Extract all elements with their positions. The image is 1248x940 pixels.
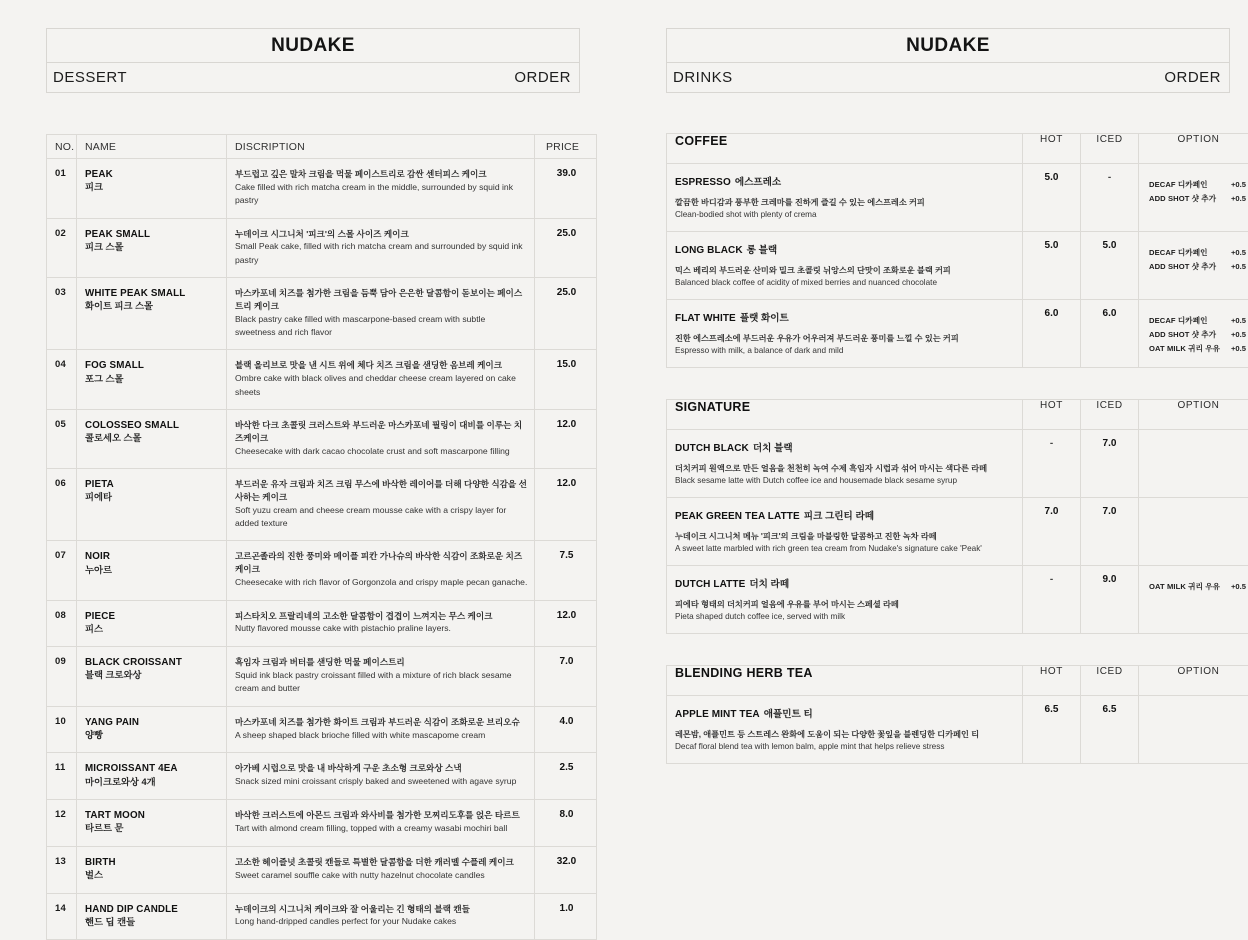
item-description-ko: 고소한 헤이즐넛 초콜릿 캔들로 특별한 달콤함을 더한 캐러멜 수플레 케이크 [235, 856, 528, 869]
drink-name-en: APPLE MINT TEA [675, 709, 760, 720]
row-number: 13 [47, 846, 77, 893]
item-price: 15.0 [535, 350, 597, 410]
item-description-ko: 부드러운 유자 크림과 치즈 크림 무스에 바삭한 레이어를 더해 다양한 식감을 선사하는 케이크 [235, 478, 528, 504]
option-label: DECAF 디카페인 [1149, 179, 1208, 190]
item-name-ko: 피에타 [85, 491, 220, 504]
price-iced: 7.0 [1081, 498, 1139, 566]
col-option: OPTION [1139, 134, 1248, 164]
price-iced: 9.0 [1081, 566, 1139, 634]
item-name-cell [77, 159, 227, 219]
item-description-cell [227, 469, 535, 541]
drink-description-ko: 레몬밤, 애플민트 등 스트레스 완화에 도움이 되는 다양한 꽃잎을 블렌딩한 디카페인 티 [675, 729, 1014, 741]
option-label: ADD SHOT 샷 추가 [1149, 329, 1216, 340]
item-name-en: PIECE [85, 610, 220, 623]
option-row[interactable] [1147, 315, 1248, 326]
price-hot: - [1023, 430, 1081, 498]
item-name-en: FOG SMALL [85, 359, 220, 372]
row-number: 01 [47, 159, 77, 219]
item-name-en: TART MOON [85, 809, 220, 822]
item-name-ko: 피크 스몰 [85, 241, 220, 254]
option-row[interactable] [1147, 193, 1248, 204]
table-row[interactable] [667, 430, 1248, 498]
option-cell [1139, 232, 1248, 300]
drink-table-header [667, 134, 1248, 164]
price-hot: 5.0 [1023, 164, 1081, 232]
option-row[interactable] [1147, 343, 1248, 354]
price-iced: 5.0 [1081, 232, 1139, 300]
table-row[interactable] [47, 647, 597, 707]
drink-name-cell [667, 232, 1023, 300]
table-row[interactable] [47, 469, 597, 541]
row-number: 05 [47, 409, 77, 468]
drink-description-ko: 깔끔한 바디감과 풍부한 크레마를 진하게 즐길 수 있는 에스프레소 커피 [675, 197, 1014, 209]
item-description-cell [227, 350, 535, 410]
item-name-ko: 핸드 딥 캔들 [85, 916, 220, 929]
option-row[interactable] [1147, 179, 1248, 190]
item-price: 32.0 [535, 846, 597, 893]
table-row[interactable] [47, 893, 597, 940]
item-description-en: Cheesecake with dark cacao chocolate crust and soft mascarpone filling [235, 445, 528, 458]
option-row[interactable] [1147, 247, 1248, 258]
item-name-en: PEAK [85, 168, 220, 181]
drink-table [666, 665, 1248, 764]
menu-kind-label: DRINKS [673, 69, 733, 86]
row-number: 09 [47, 647, 77, 707]
item-name-cell [77, 350, 227, 410]
drink-title-line [675, 506, 1014, 524]
item-description-ko: 피스타치오 프랄리네의 고소한 달콤함이 겹겹이 느껴지는 무스 케이크 [235, 610, 528, 623]
item-name-ko: 타르트 문 [85, 822, 220, 835]
section-title: BLENDING HERB TEA [667, 666, 1023, 696]
table-row[interactable] [47, 278, 597, 350]
brand-title: NUDAKE [906, 35, 990, 57]
item-description-cell [227, 278, 535, 350]
item-name-ko: 콜로세오 스몰 [85, 432, 220, 445]
option-price: +0.5 [1231, 344, 1246, 353]
price-hot: 6.5 [1023, 696, 1081, 764]
price-iced: 7.0 [1081, 430, 1139, 498]
item-name-cell [77, 647, 227, 707]
item-name-en: BLACK CROISSANT [85, 656, 220, 669]
col-desc: DISCRIPTION [227, 135, 535, 159]
item-price: 12.0 [535, 600, 597, 647]
drink-name-ko: 플랫 화이트 [740, 313, 789, 324]
option-row[interactable] [1147, 581, 1248, 592]
option-list [1147, 574, 1248, 592]
drink-description-ko: 누데이크 시그니처 메뉴 '피크'의 크림을 마블링한 달콤하고 진한 녹차 라떼 [675, 531, 1014, 543]
item-name-cell [77, 278, 227, 350]
item-description-ko: 마스카포네 치즈를 첨가한 크림을 듬뿍 담아 은은한 달콤함이 돋보이는 페이스트리 케이크 [235, 287, 528, 313]
option-price: +0.5 [1231, 248, 1246, 257]
item-description-en: Nutty flavored mousse cake with pistachio praline layers. [235, 622, 528, 635]
drink-description-en: Pieta shaped dutch coffee ice, served with milk [675, 611, 1014, 624]
drink-name-cell [667, 164, 1023, 232]
drink-description-ko: 더치커피 원액으로 만든 얼음을 천천히 녹여 수제 흑임자 시럽과 섞어 마시는 색다른 라떼 [675, 463, 1014, 475]
drink-description-en: Espresso with milk, a balance of dark and mild [675, 345, 1014, 358]
option-list [1147, 240, 1248, 272]
drink-name-ko: 더치 라떼 [749, 579, 789, 590]
section-title: SIGNATURE [667, 400, 1023, 430]
order-label[interactable]: ORDER [514, 69, 571, 86]
drink-name-en: LONG BLACK [675, 245, 743, 256]
table-row[interactable] [47, 600, 597, 647]
price-iced: - [1081, 164, 1139, 232]
option-row[interactable] [1147, 329, 1248, 340]
drink-section [666, 399, 1230, 634]
drink-name-ko: 에스프레소 [735, 177, 781, 188]
item-name-en: PEAK SMALL [85, 228, 220, 241]
item-description-en: Tart with almond cream filling, topped with a creamy wasabi mochiri ball [235, 822, 528, 835]
price-iced: 6.5 [1081, 696, 1139, 764]
item-name-en: HAND DIP CANDLE [85, 903, 220, 916]
item-name-cell [77, 541, 227, 600]
item-name-cell [77, 800, 227, 847]
item-description-cell [227, 600, 535, 647]
drink-name-en: FLAT WHITE [675, 313, 736, 324]
option-cell [1139, 300, 1248, 368]
dessert-menu-row [46, 62, 580, 92]
drink-name-en: PEAK GREEN TEA LATTE [675, 511, 800, 522]
item-description-ko: 마스카포네 치즈를 첨가한 화이트 크림과 부드러운 식감이 조화로운 브리오슈 [235, 716, 528, 729]
item-price: 8.0 [535, 800, 597, 847]
option-price: +0.5 [1231, 180, 1246, 189]
table-row[interactable] [667, 498, 1248, 566]
drink-description-ko: 피에타 형태의 더치커피 얼음에 우유를 부어 마시는 스페셜 라떼 [675, 599, 1014, 611]
price-hot: 7.0 [1023, 498, 1081, 566]
item-description-ko: 바삭한 다크 초콜릿 크러스트와 부드러운 마스카포네 필링이 대비를 이루는 치즈케이크 [235, 419, 528, 445]
item-price: 39.0 [535, 159, 597, 219]
item-name-ko: 포그 스몰 [85, 373, 220, 386]
item-description-en: Small Peak cake, filled with rich matcha cream and surrounded by squid ink pastry [235, 240, 528, 267]
item-description-ko: 고르곤졸라의 진한 풍미와 메이플 피칸 가나슈의 바삭한 식감이 조화로운 치즈 케이크 [235, 550, 528, 576]
drink-title-line [675, 308, 1014, 326]
item-price: 2.5 [535, 753, 597, 800]
row-number: 14 [47, 893, 77, 940]
item-description-cell [227, 753, 535, 800]
option-label: ADD SHOT 샷 추가 [1149, 193, 1216, 204]
brand-row [46, 29, 580, 62]
item-name-en: WHITE PEAK SMALL [85, 287, 220, 300]
item-name-en: NOIR [85, 550, 220, 563]
item-description-ko: 부드럽고 깊은 말차 크림을 먹물 페이스트리로 감싼 센터피스 케이크 [235, 168, 528, 181]
drink-name-ko: 피크 그린티 라떼 [804, 511, 874, 522]
table-row[interactable] [47, 218, 597, 278]
item-description-ko: 블랙 올리브로 맛을 낸 시트 위에 체다 치즈 크림을 샌딩한 옴브레 케이크 [235, 359, 528, 372]
item-price: 1.0 [535, 893, 597, 940]
item-description-ko: 흑임자 크림과 버터를 샌딩한 먹물 페이스트리 [235, 656, 528, 669]
table-row[interactable] [47, 706, 597, 753]
item-description-ko: 누데이크의 시그니처 케이크와 잘 어울리는 긴 형태의 블랙 캔들 [235, 903, 528, 916]
drink-title-line [675, 438, 1014, 456]
section-title: COFFEE [667, 134, 1023, 164]
option-cell [1139, 498, 1248, 566]
item-name-ko: 블랙 크로와상 [85, 669, 220, 682]
drink-title-line [675, 574, 1014, 592]
drink-section [666, 133, 1230, 368]
item-name-ko: 피크 [85, 181, 220, 194]
item-description-cell [227, 846, 535, 893]
col-no: NO. [47, 135, 77, 159]
col-price: PRICE [535, 135, 597, 159]
option-cell [1139, 430, 1248, 498]
item-name-cell [77, 409, 227, 468]
dessert-panel [0, 0, 620, 800]
item-name-cell [77, 218, 227, 278]
brand-row [666, 29, 1230, 62]
dessert-table [46, 134, 597, 940]
option-label: DECAF 디카페인 [1149, 315, 1208, 326]
option-list [1147, 438, 1248, 445]
item-name-en: MICROISSANT 4EA [85, 762, 220, 775]
order-label[interactable]: ORDER [1164, 69, 1221, 86]
item-description-cell [227, 893, 535, 940]
option-price: +0.5 [1231, 194, 1246, 203]
drink-name-cell [667, 498, 1023, 566]
item-price: 12.0 [535, 409, 597, 468]
table-row[interactable] [667, 696, 1248, 764]
drink-name-cell [667, 696, 1023, 764]
table-row[interactable] [667, 300, 1248, 368]
drink-name-cell [667, 566, 1023, 634]
drink-title-line [675, 240, 1014, 258]
item-price: 7.0 [535, 647, 597, 707]
item-name-en: PIETA [85, 478, 220, 491]
drink-name-ko: 더치 블랙 [753, 443, 793, 454]
option-price: +0.5 [1231, 582, 1246, 591]
drinks-sections [666, 133, 1230, 764]
item-description-ko: 누데이크 시그니처 '피크'의 스몰 사이즈 케이크 [235, 228, 528, 241]
item-name-ko: 피스 [85, 623, 220, 636]
drink-description-en: Balanced black coffee of acidity of mixed berries and nuanced chocolate [675, 277, 1014, 290]
item-description-cell [227, 800, 535, 847]
row-number: 02 [47, 218, 77, 278]
item-price: 7.5 [535, 541, 597, 600]
item-description-cell [227, 409, 535, 468]
menu-kind-label: DESSERT [53, 69, 127, 86]
drinks-menu-row [666, 62, 1230, 92]
option-cell [1139, 566, 1248, 634]
option-label: OAT MILK 귀리 우유 [1149, 581, 1220, 592]
option-list [1147, 308, 1248, 354]
drink-description-ko: 진한 에스프레소에 부드러운 우유가 어우러져 부드러운 풍미를 느낄 수 있는 커피 [675, 333, 1014, 345]
option-list [1147, 704, 1248, 711]
item-price: 25.0 [535, 278, 597, 350]
col-iced: ICED [1081, 134, 1139, 164]
option-row[interactable] [1147, 261, 1248, 272]
drink-description-en: Clean-bodied shot with plenty of crema [675, 209, 1014, 222]
item-name-en: COLOSSEO SMALL [85, 419, 220, 432]
option-cell [1139, 696, 1248, 764]
drink-name-en: DUTCH LATTE [675, 579, 745, 590]
option-label: ADD SHOT 샷 추가 [1149, 261, 1216, 272]
row-number: 04 [47, 350, 77, 410]
option-list [1147, 172, 1248, 204]
col-hot: HOT [1023, 666, 1081, 696]
item-name-en: YANG PAIN [85, 716, 220, 729]
col-iced: ICED [1081, 666, 1139, 696]
item-description-cell [227, 218, 535, 278]
option-price: +0.5 [1231, 262, 1246, 271]
table-row[interactable] [667, 164, 1248, 232]
option-list [1147, 506, 1248, 513]
table-row[interactable] [47, 846, 597, 893]
drink-table-header [667, 666, 1248, 696]
price-hot: 5.0 [1023, 232, 1081, 300]
drink-name-en: DUTCH BLACK [675, 443, 749, 454]
row-number: 10 [47, 706, 77, 753]
option-label: OAT MILK 귀리 우유 [1149, 343, 1220, 354]
item-description-en: Ombre cake with black olives and cheddar cheese cream layered on cake sheets [235, 372, 528, 399]
item-description-ko: 바삭한 크러스트에 아몬드 크림과 와사비를 첨가한 모찌리도후를 얹은 타르트 [235, 809, 528, 822]
dessert-table-wrap [46, 134, 580, 940]
price-hot: - [1023, 566, 1081, 634]
item-description-en: Sweet caramel souffle cake with nutty hazelnut chocolate candles [235, 869, 528, 882]
table-row[interactable] [47, 409, 597, 468]
row-number: 06 [47, 469, 77, 541]
dessert-table-header [47, 135, 597, 159]
item-name-ko: 화이트 피크 스몰 [85, 300, 220, 313]
item-name-ko: 마이크로와상 4개 [85, 776, 220, 789]
item-description-en: Squid ink black pastry croissant filled with a mixture of rich black sesame cream and butter [235, 669, 528, 696]
option-cell [1139, 164, 1248, 232]
drink-description-en: A sweet latte marbled with rich green tea cream from Nudake's signature cake 'Peak' [675, 543, 1014, 556]
brand-title: NUDAKE [271, 35, 355, 57]
col-hot: HOT [1023, 134, 1081, 164]
drinks-panel [620, 0, 1248, 800]
drinks-brand-header [666, 28, 1230, 93]
item-description-en: Long hand-dripped candles perfect for your Nudake cakes [235, 915, 528, 928]
price-hot: 6.0 [1023, 300, 1081, 368]
item-name-cell [77, 469, 227, 541]
item-name-cell [77, 600, 227, 647]
option-label: DECAF 디카페인 [1149, 247, 1208, 258]
drink-title-line [675, 704, 1014, 722]
table-row[interactable] [667, 566, 1248, 634]
item-price: 4.0 [535, 706, 597, 753]
table-row[interactable] [47, 350, 597, 410]
table-row[interactable] [47, 159, 597, 219]
row-number: 07 [47, 541, 77, 600]
row-number: 03 [47, 278, 77, 350]
item-name-ko: 양빵 [85, 729, 220, 742]
item-price: 25.0 [535, 218, 597, 278]
item-price: 12.0 [535, 469, 597, 541]
item-name-en: BIRTH [85, 856, 220, 869]
drink-title-line [675, 172, 1014, 190]
col-name: NAME [77, 135, 227, 159]
item-description-cell [227, 706, 535, 753]
item-name-cell [77, 846, 227, 893]
drink-description-en: Black sesame latte with Dutch coffee ice and housemade black sesame syrup [675, 475, 1014, 488]
table-row[interactable] [667, 232, 1248, 300]
price-iced: 6.0 [1081, 300, 1139, 368]
item-name-ko: 벌스 [85, 869, 220, 882]
table-row[interactable] [47, 753, 597, 800]
table-row[interactable] [47, 541, 597, 600]
col-iced: ICED [1081, 400, 1139, 430]
item-description-en: Cheesecake with rich flavor of Gorgonzola and crispy maple pecan ganache. [235, 576, 528, 589]
drink-table-header [667, 400, 1248, 430]
option-price: +0.5 [1231, 316, 1246, 325]
item-name-cell [77, 706, 227, 753]
drink-section [666, 665, 1230, 764]
table-row[interactable] [47, 800, 597, 847]
item-name-cell [77, 893, 227, 940]
drink-name-cell [667, 300, 1023, 368]
drink-description-ko: 믹스 베리의 부드러운 산미와 밀크 초콜릿 뉘앙스의 단맛이 조화로운 블랙 커피 [675, 265, 1014, 277]
item-description-en: Snack sized mini croissant crisply baked and sweetened with agave syrup [235, 775, 528, 788]
item-description-cell [227, 647, 535, 707]
item-description-en: Cake filled with rich matcha cream in the middle, surrounded by squid ink pastry [235, 181, 528, 208]
col-hot: HOT [1023, 400, 1081, 430]
option-price: +0.5 [1231, 330, 1246, 339]
drink-name-ko: 롱 블랙 [747, 245, 777, 256]
item-description-cell [227, 541, 535, 600]
drink-name-en: ESPRESSO [675, 177, 731, 188]
col-option: OPTION [1139, 666, 1248, 696]
drink-name-ko: 애플민트 티 [764, 709, 813, 720]
item-description-en: A sheep shaped black brioche filled with white mascapome cream [235, 729, 528, 742]
item-description-cell [227, 159, 535, 219]
item-description-en: Soft yuzu cream and cheese cream mousse cake with a crispy layer for added texture [235, 504, 528, 531]
drink-table [666, 399, 1248, 634]
drink-name-cell [667, 430, 1023, 498]
item-description-ko: 아가베 시럽으로 맛을 내 바삭하게 구운 초소형 크로와상 스낵 [235, 762, 528, 775]
drink-table [666, 133, 1248, 368]
row-number: 12 [47, 800, 77, 847]
row-number: 08 [47, 600, 77, 647]
drink-description-en: Decaf floral blend tea with lemon balm, apple mint that helps relieve stress [675, 741, 1014, 754]
dessert-brand-header [46, 28, 580, 93]
item-description-en: Black pastry cake filled with mascarpone-based cream with subtle sweetness and rich flavor [235, 313, 528, 340]
row-number: 11 [47, 753, 77, 800]
col-option: OPTION [1139, 400, 1248, 430]
item-name-cell [77, 753, 227, 800]
item-name-ko: 누아르 [85, 564, 220, 577]
